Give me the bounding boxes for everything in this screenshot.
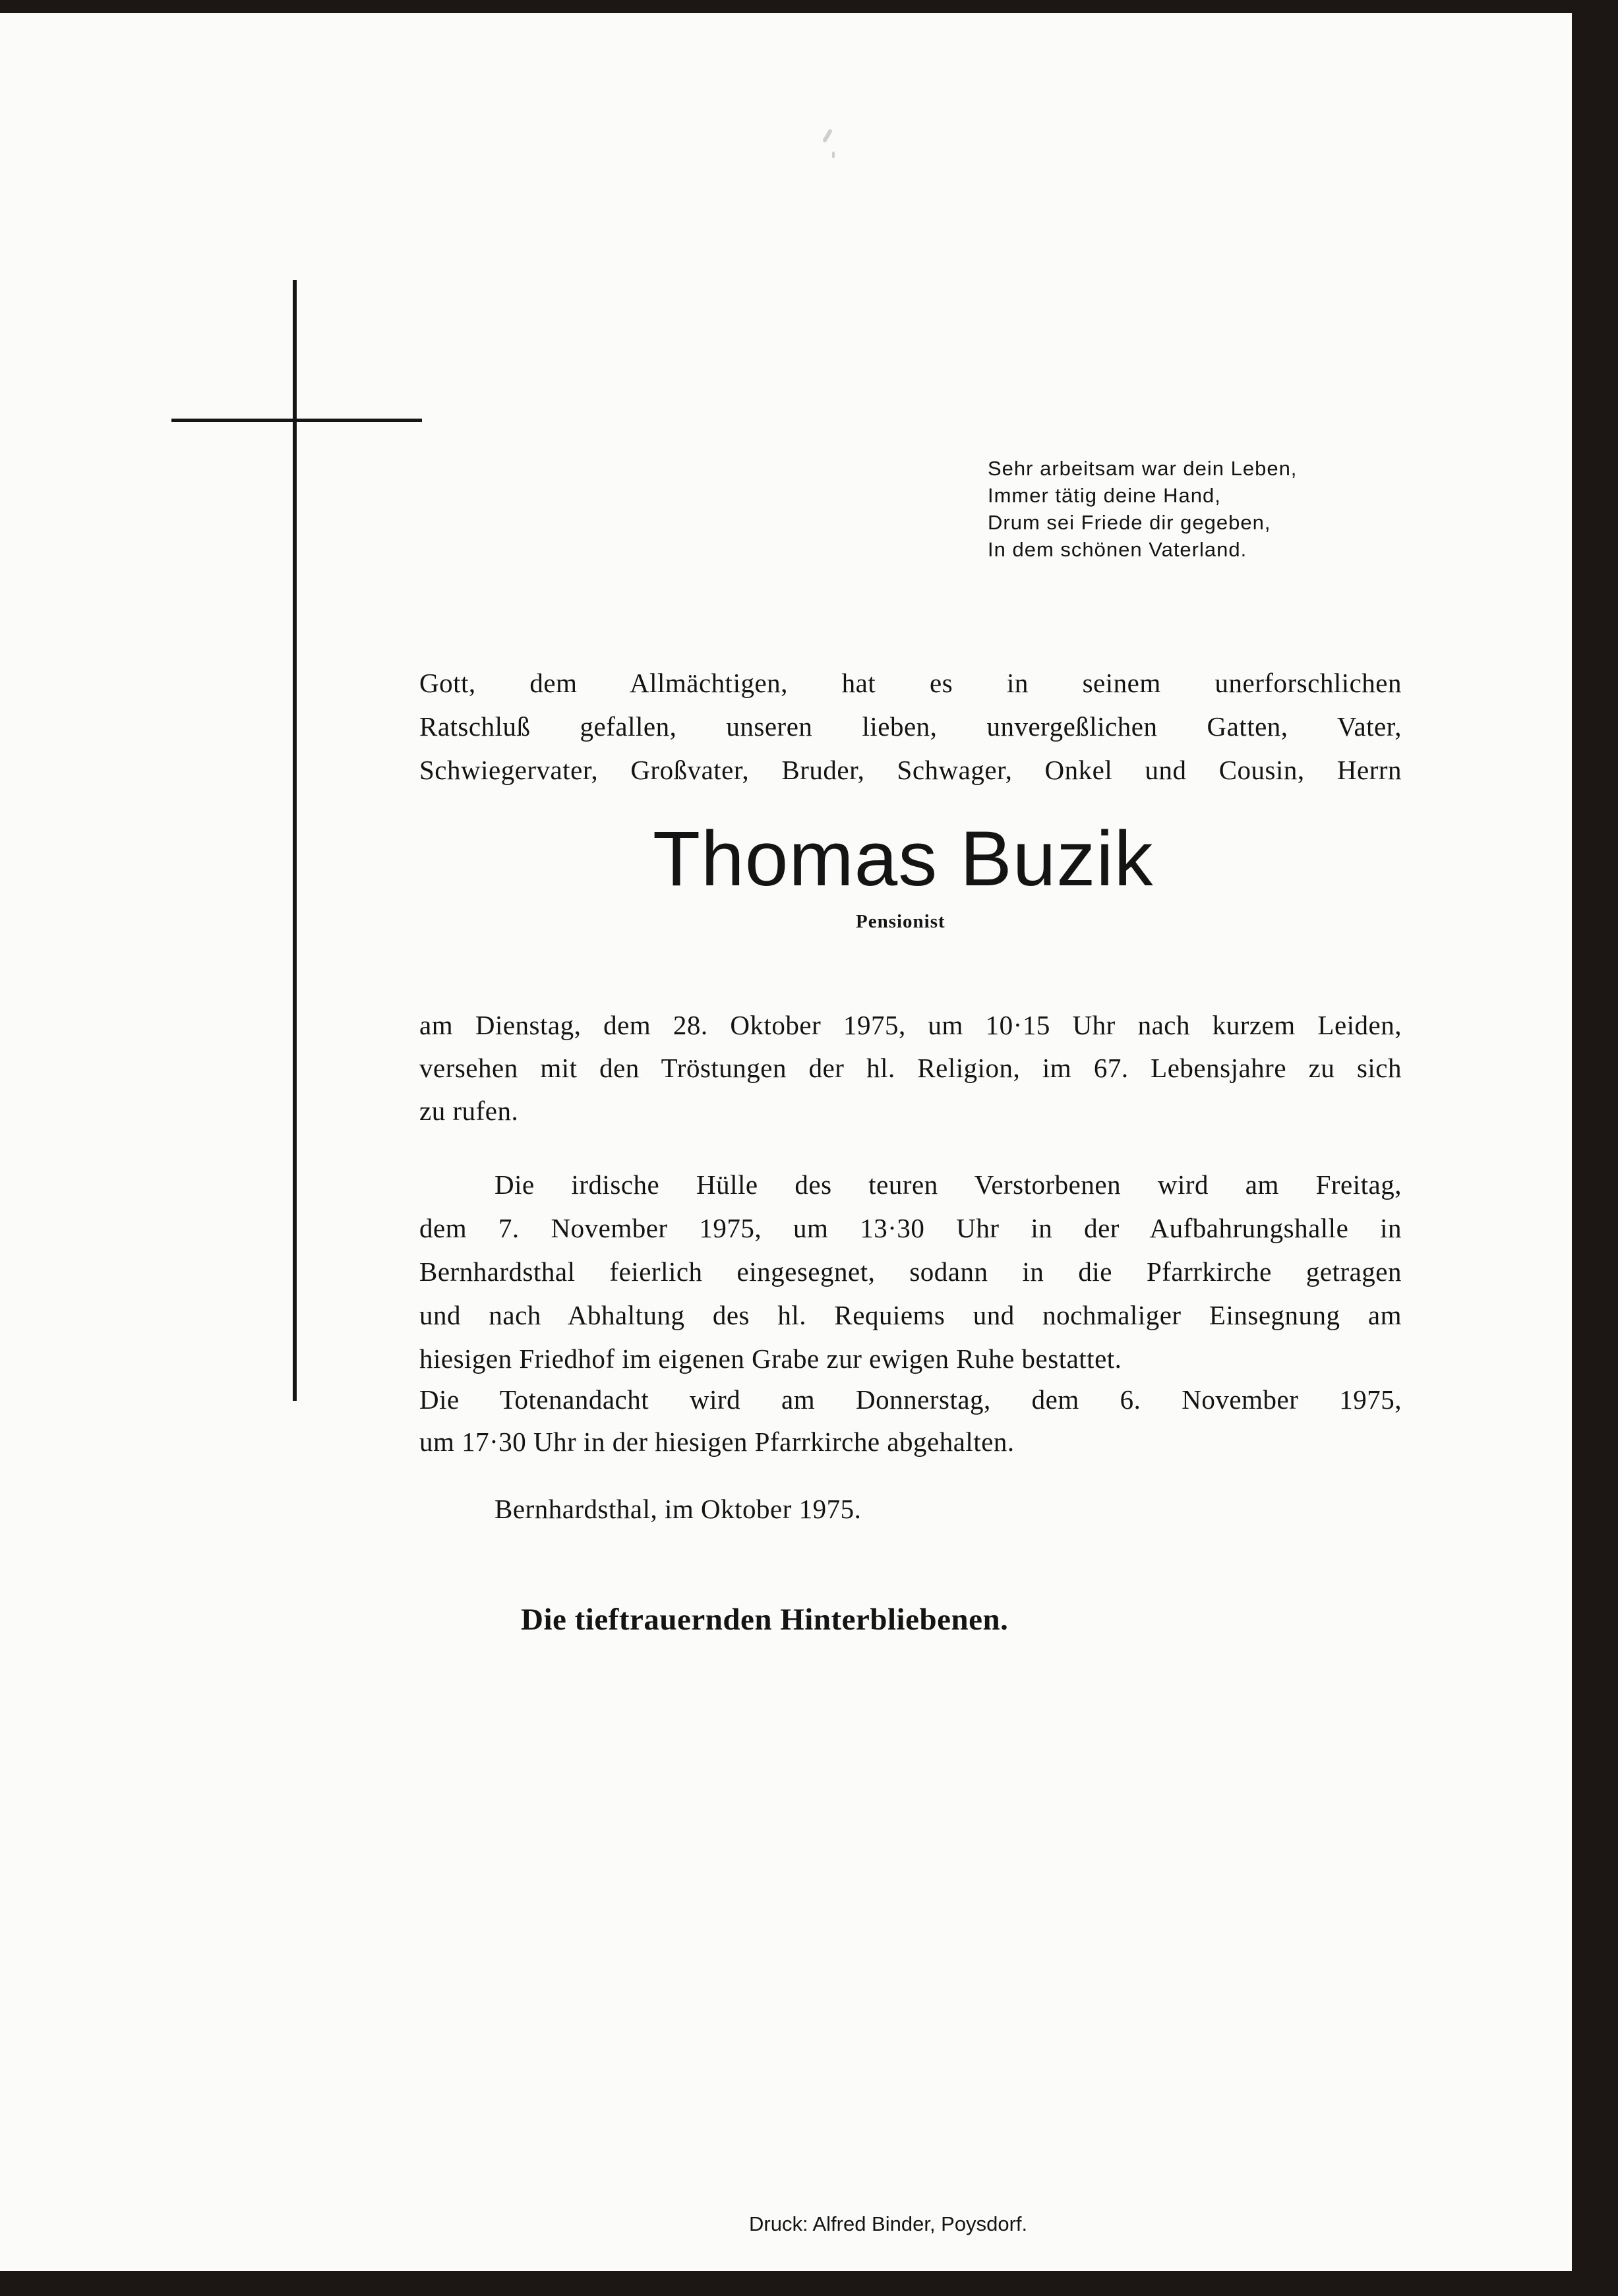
intro-line: Ratschluß gefallen, unseren lieben, unvergeßlichen Gatten, Vater, xyxy=(419,711,1402,742)
death-line: versehen mit den Tröstungen der hl. Religion, im 67. Lebensjahre zu sich xyxy=(419,1053,1402,1083)
memorial-poem xyxy=(988,455,1383,563)
intro-line: Gott, dem Allmächtigen, hat es in seinem unerforschlichen xyxy=(419,668,1402,698)
printer-credit: Druck: Alfred Binder, Poysdorf. xyxy=(749,2212,1028,2235)
death-line: am Dienstag, dem 28. Oktober 1975, um 10·15 Uhr nach kurzem Leiden, xyxy=(419,1010,1402,1040)
poem-line: Sehr arbeitsam war dein Leben, xyxy=(988,457,1298,480)
place-date: Bernhardsthal, im Oktober 1975. xyxy=(494,1494,862,1524)
deceased-occupation: Pensionist xyxy=(856,911,945,932)
scan-border-right xyxy=(1572,0,1618,2296)
funeral-line: dem 7. November 1975, um 13·30 Uhr in der Aufbahrungshalle in xyxy=(419,1213,1402,1243)
death-line: zu rufen. xyxy=(419,1096,519,1126)
vigil-line: Die Totenandacht wird am Donnerstag, dem 6. November 1975, xyxy=(419,1384,1402,1415)
death-notice-page xyxy=(0,13,1572,2271)
funeral-line: hiesigen Friedhof im eigenen Grabe zur ewigen Ruhe bestattet. xyxy=(419,1343,1122,1374)
deceased-name: Thomas Buzik xyxy=(653,815,1154,902)
cross-icon-vertical xyxy=(293,280,297,1401)
scan-border-top xyxy=(0,0,1618,13)
funeral-line: Bernhardsthal feierlich eingesegnet, sodann in die Pfarrkirche getragen xyxy=(419,1256,1402,1287)
funeral-line: und nach Abhaltung des hl. Requiems und nochmaliger Einsegnung am xyxy=(419,1300,1402,1330)
scan-border-bottom xyxy=(0,2271,1618,2296)
poem-line: Drum sei Friede dir gegeben, xyxy=(988,511,1271,534)
scan-speck xyxy=(832,152,835,158)
intro-line: Schwiegervater, Großvater, Bruder, Schwager, Onkel und Cousin, Herrn xyxy=(419,755,1402,785)
cross-icon-horizontal xyxy=(171,419,422,422)
vigil-line: um 17·30 Uhr in der hiesigen Pfarrkirche abgehalten. xyxy=(419,1427,1015,1457)
mourners-signature: Die tieftrauernden Hinterbliebenen. xyxy=(521,1603,1009,1637)
poem-line: Immer tätig deine Hand, xyxy=(988,484,1221,507)
poem-line: In dem schönen Vaterland. xyxy=(988,538,1247,561)
funeral-line: Die irdische Hülle des teuren Verstorbenen wird am Freitag, xyxy=(494,1169,1402,1200)
